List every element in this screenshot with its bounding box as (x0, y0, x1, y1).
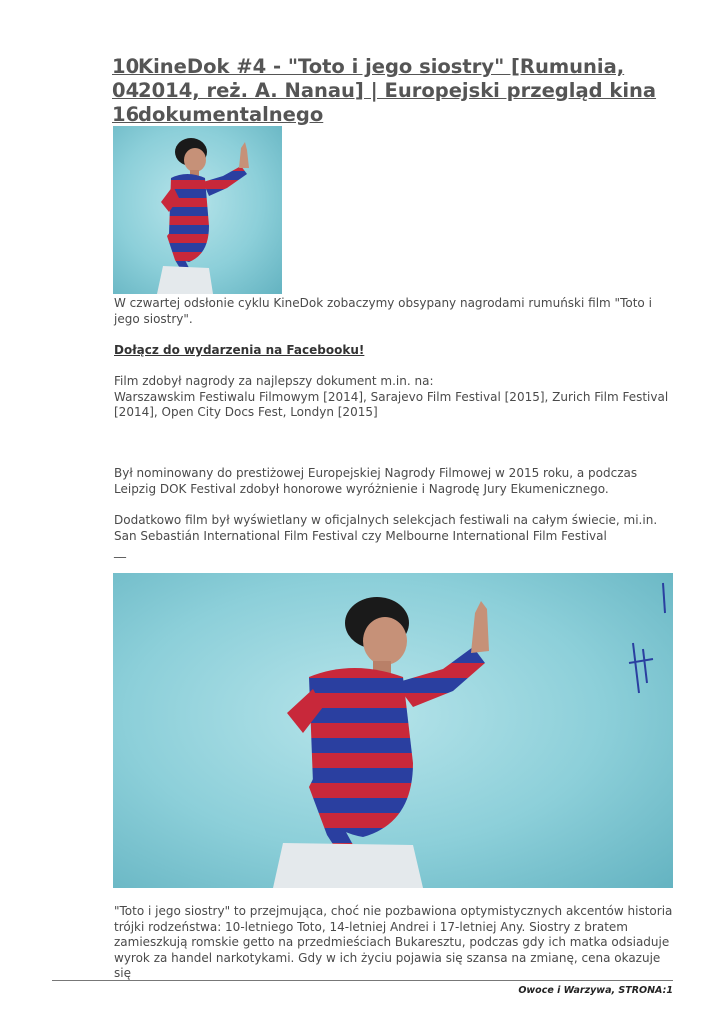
awards-intro: Film zdobył nagrody za najlepszy dokument m.in. na: (114, 374, 434, 388)
date-month: 04 (112, 79, 140, 102)
article-title[interactable]: KineDok #4 - "Toto i jego siostry" [Rumunia, 2014, reż. A. Nanau] | Europejski przegląd kina dokumentalnego (138, 55, 657, 126)
thumbnail-image (113, 126, 282, 294)
description-paragraph: "Toto i jego siostry" to przejmująca, choć nie pozbawiona optymistycznych akcentów historia trójki rodzeństwa: 10-letniego Toto, 14-letniej Andrei i 17-letniej Any. Siostry z bratem zamieszkują romskie getto na przedmieściach Bukaresztu, podczas gdy ich matka odsiaduje wyrok za handel narkotykami. Gdy w ich życiu pojawia się szansa na zmianę, cena okazuje się (114, 904, 673, 980)
awards-section (114, 374, 674, 421)
intro-paragraph: W czwartej odsłonie cyklu KineDok zobaczymy obsypany nagrodami rumuński film "Toto i jego siostry". (114, 296, 652, 326)
page-footer: Owoce i Warzywa, STRONA:1 (518, 985, 673, 996)
awards-list: Warszawskim Festiwalu Filmowym [2014], Sarajevo Film Festival [2015], Zurich Film Festival [2014], Open City Docs Fest, Londyn [2015] (114, 389, 669, 419)
article-date (112, 55, 138, 127)
nomination-paragraph: Był nominowany do prestiżowej Europejskiej Nagrody Filmowej w 2015 roku, a podczas Leipzig DOK Festival zdobył honorowe wyróżnienie i Nagrodę Jury Ekumenicznego. (114, 466, 638, 496)
facebook-event-link[interactable]: Dołącz do wydarzenia na Facebooku! (114, 343, 365, 357)
main-film-still (113, 573, 673, 888)
footer-divider (52, 980, 673, 981)
date-day: 10 (112, 55, 140, 78)
article-title-block (112, 55, 682, 127)
boy-dancing-large-illustration (113, 573, 673, 888)
separator: __ (114, 544, 126, 558)
date-year: 16 (112, 103, 140, 126)
boy-dancing-illustration (113, 126, 282, 294)
selections-paragraph: Dodatkowo film był wyświetlany w oficjalnych selekcjach festiwali na całym świecie, mi.in. San Sebastián International Film Festival czy Melbourne International Film Festival (114, 513, 658, 543)
